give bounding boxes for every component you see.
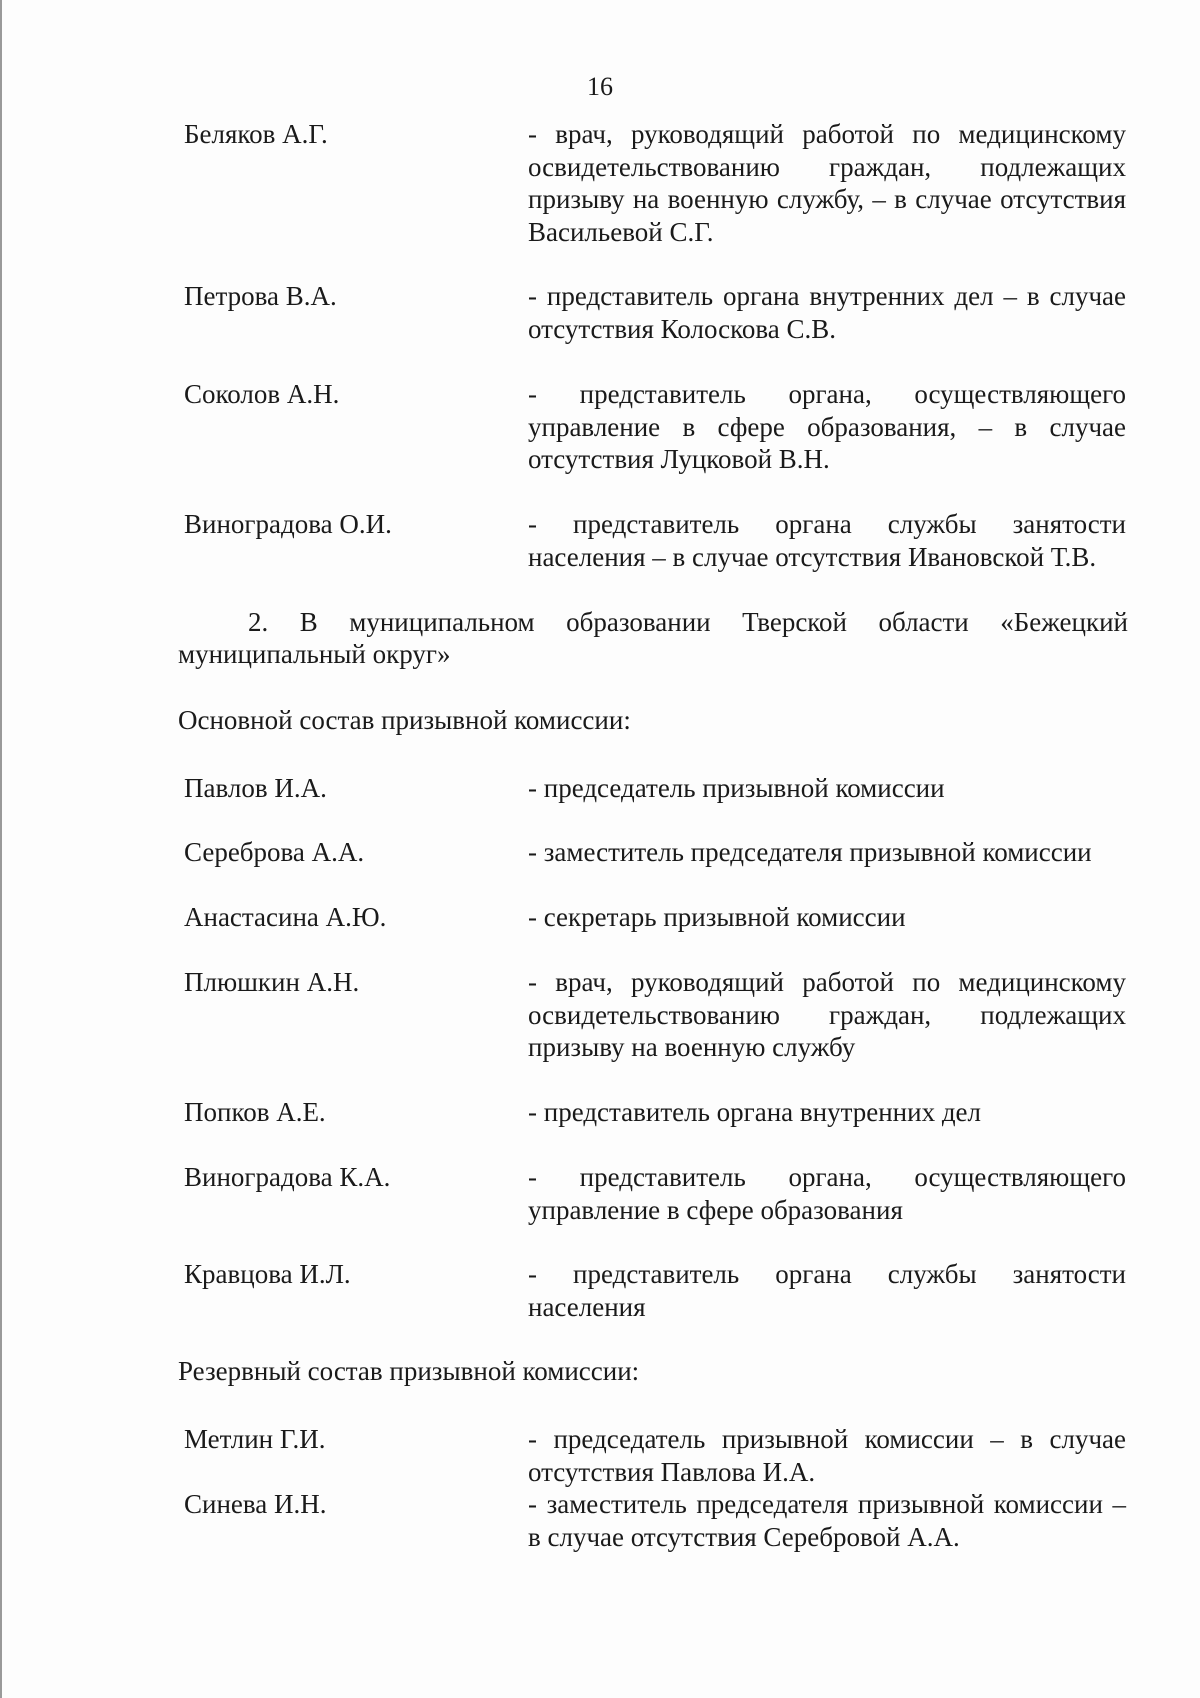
member-role: - председатель призывной комиссии – в случае отсутствия Павлова И.А. bbox=[528, 1424, 1126, 1487]
main-composition-heading: Основной состав призывной комиссии: bbox=[178, 705, 631, 735]
member-role: - представитель органа, осуществляющего управление в сфере образования bbox=[528, 1162, 1126, 1225]
member-role: - представитель органа внутренних дел – в случае отсутствия Колоскова С.В. bbox=[528, 281, 1126, 344]
member-name: Сереброва А.А. bbox=[184, 837, 365, 867]
scan-edge bbox=[0, 0, 2, 1698]
page-number: 16 bbox=[587, 72, 613, 101]
member-name: Синева И.Н. bbox=[184, 1489, 327, 1519]
member-name: Виноградова К.А. bbox=[184, 1162, 391, 1192]
member-role: - врач, руководящий работой по медицинскому освидетельствованию граждан, подлежащих призыву на военную службу bbox=[528, 967, 1126, 1062]
member-name: Соколов А.Н. bbox=[184, 379, 340, 409]
member-role: - представитель органа службы занятости населения bbox=[528, 1259, 1126, 1322]
member-name: Попков А.Е. bbox=[184, 1097, 326, 1127]
member-name: Беляков А.Г. bbox=[184, 119, 328, 149]
member-role: - врач, руководящий работой по медицинскому освидетельствованию граждан, подлежащих призыву на военную службу, – в случае отсутствия Васильевой С.Г. bbox=[528, 119, 1126, 247]
section-title: 2. В муниципальном образовании Тверской области «Бежецкий муниципальный округ» bbox=[178, 607, 1128, 669]
member-name: Метлин Г.И. bbox=[184, 1424, 326, 1454]
member-name: Плюшкин А.Н. bbox=[184, 967, 360, 997]
member-role: - представитель органа внутренних дел bbox=[528, 1097, 982, 1127]
member-role: - представитель органа, осуществляющего управление в сфере образования, – в случае отсутствия Луцковой В.Н. bbox=[528, 379, 1126, 474]
member-name: Петрова В.А. bbox=[184, 281, 337, 311]
member-role: - секретарь призывной комиссии bbox=[528, 902, 906, 932]
member-name: Виноградова О.И. bbox=[184, 509, 392, 539]
member-role: - председатель призывной комиссии bbox=[528, 773, 945, 803]
member-name: Кравцова И.Л. bbox=[184, 1259, 351, 1289]
member-role: - представитель органа службы занятости населения – в случае отсутствия Ивановской Т.В. bbox=[528, 509, 1126, 572]
member-role: - заместитель председателя призывной комиссии – в случае отсутствия Серебровой А.А. bbox=[528, 1489, 1126, 1552]
member-name: Павлов И.А. bbox=[184, 773, 327, 803]
member-name: Анастасина А.Ю. bbox=[184, 902, 387, 932]
reserve-composition-heading: Резервный состав призывной комиссии: bbox=[178, 1356, 640, 1386]
member-role: - заместитель председателя призывной комиссии bbox=[528, 837, 1092, 867]
